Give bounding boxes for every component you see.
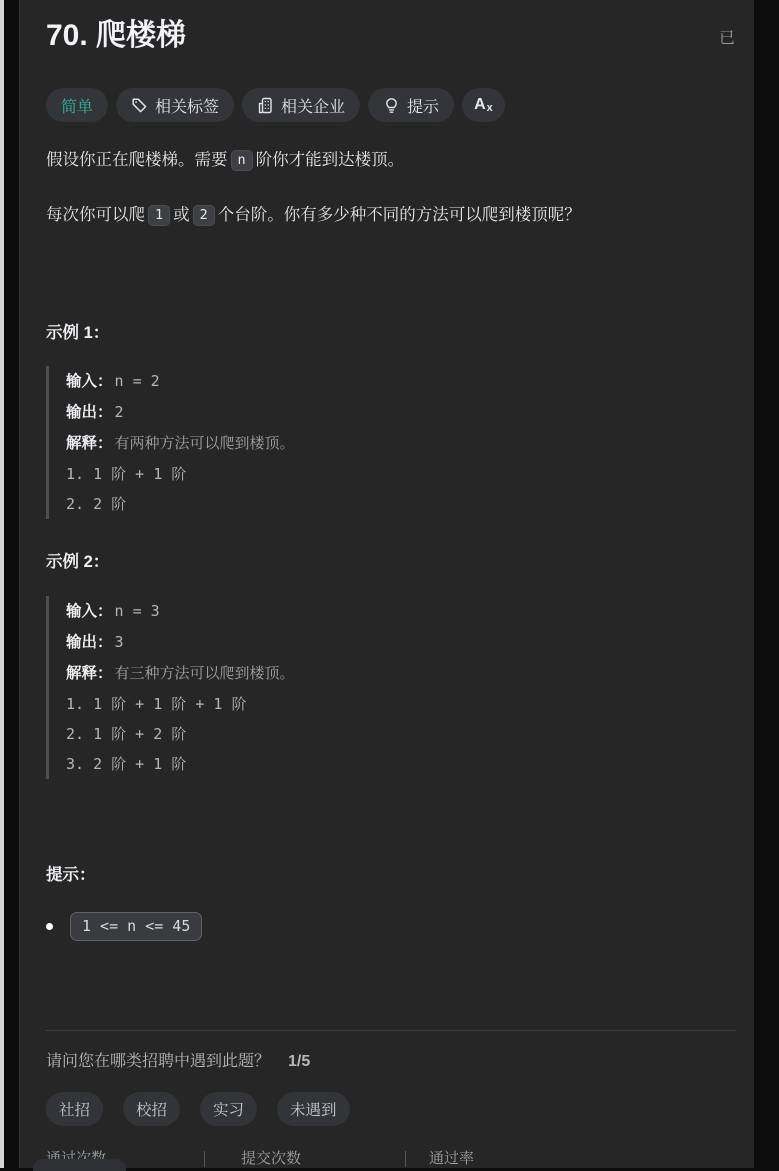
input-value: n = 3 [114,602,160,620]
example-1-output-line [66,397,295,428]
stats-row [46,1149,736,1169]
constraint-code: 1 <= n <= 45 [70,912,202,941]
inline-code-2: 2 [193,205,215,226]
example-1-heading: 示例 1： [46,324,110,342]
input-label: 输入： [66,603,113,620]
example-2-heading: 示例 2： [46,553,110,571]
stat-divider [204,1151,205,1167]
explain-value: 有两种方法可以爬到楼顶。 [114,434,295,452]
lightbulb-icon [383,97,400,114]
example-2-way-2: 2. 1 阶 + 2 阶 [66,725,187,743]
para1-text-after: 阶你才能到达楼顶。 [255,151,405,169]
related-companies-label: 相关企业 [281,98,346,116]
example-1-input-line [66,366,295,397]
survey-question: 请问您在哪类招聘中遇到此题？ [46,1053,271,1070]
example-1-explain-line [66,428,295,459]
font-size-button[interactable] [462,88,505,122]
constraints-list-item [46,912,202,941]
example-2-way-3: 3. 2 阶 + 1 阶 [66,755,187,773]
stat-divider [405,1151,406,1167]
company-icon [257,97,274,114]
partially-visible-button[interactable] [33,1159,126,1171]
section-divider [46,1030,736,1031]
hint-button[interactable] [368,88,454,122]
example-2-way-1: 1. 1 阶 + 1 阶 + 1 阶 [66,695,247,713]
description-paragraph-2 [46,202,581,229]
example-1-way-2: 2. 2 阶 [66,495,127,513]
example-2-explain-line [66,658,295,689]
example-1-way-1: 1. 1 阶 + 1 阶 [66,465,187,483]
survey-question-row [46,1049,310,1075]
explain-label: 解释： [66,435,113,452]
para2-text: 每次你可以爬 [46,206,145,224]
status-partial-text: 已 [719,30,736,47]
output-label: 输出： [66,404,113,421]
related-tags-button[interactable] [116,88,234,122]
explain-value: 有三种方法可以爬到楼顶。 [114,664,295,682]
related-tags-label: 相关标签 [155,98,220,116]
stat-submissions-label: 提交次数 [241,1150,302,1167]
problem-title: 70. 爬楼梯 [46,19,187,52]
tag-row [46,88,505,122]
inline-code-1: 1 [148,205,170,226]
survey-progress: 1/5 [288,1053,311,1070]
difficulty-badge[interactable]: 简单 [46,88,108,122]
output-label: 输出： [66,634,113,651]
example-2-output-line [66,627,295,658]
survey-option-shixi[interactable]: 实习 [200,1092,257,1126]
example-2-input-line [66,596,295,627]
example-1-block [46,366,295,519]
window-edge-strip [0,0,4,1168]
hint-label: 提示 [407,98,440,116]
tag-icon [131,97,148,114]
input-value: n = 2 [114,372,160,390]
inline-code-n: n [231,150,253,171]
survey-option-not-met[interactable]: 未遇到 [277,1092,350,1126]
output-value: 2 [114,403,124,421]
font-size-icon: Ax [474,96,493,114]
explain-label: 解释： [66,665,113,682]
stats-row-clipped [46,1149,736,1167]
description-paragraph-1 [46,147,404,174]
output-value: 3 [114,633,124,651]
survey-option-shezhao[interactable]: 社招 [46,1092,103,1126]
problem-description-panel [19,0,754,1168]
bullet-icon [46,923,53,930]
stat-acceptance-rate-label: 通过率 [429,1150,475,1167]
para2-text-after: 个台阶。你有多少种不同的方法可以爬到楼顶呢？ [217,206,581,224]
related-companies-button[interactable] [242,88,360,122]
para2-text-mid: 或 [173,206,190,224]
survey-options [46,1092,350,1126]
constraints-heading: 提示： [46,866,96,884]
para1-text: 假设你正在爬楼梯。需要 [46,151,228,169]
input-label: 输入： [66,373,113,390]
survey-option-xiaozhao[interactable]: 校招 [123,1092,180,1126]
example-2-block [46,596,295,779]
